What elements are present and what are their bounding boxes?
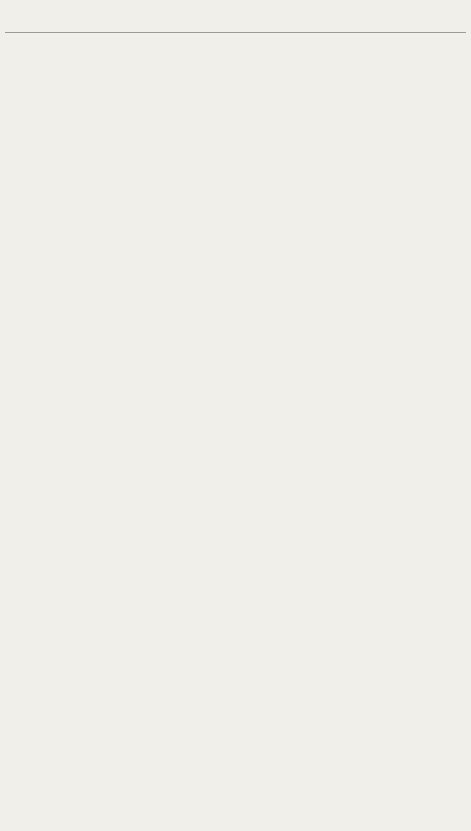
article-body: [5, 37, 466, 822]
headline-box: [5, 6, 466, 33]
